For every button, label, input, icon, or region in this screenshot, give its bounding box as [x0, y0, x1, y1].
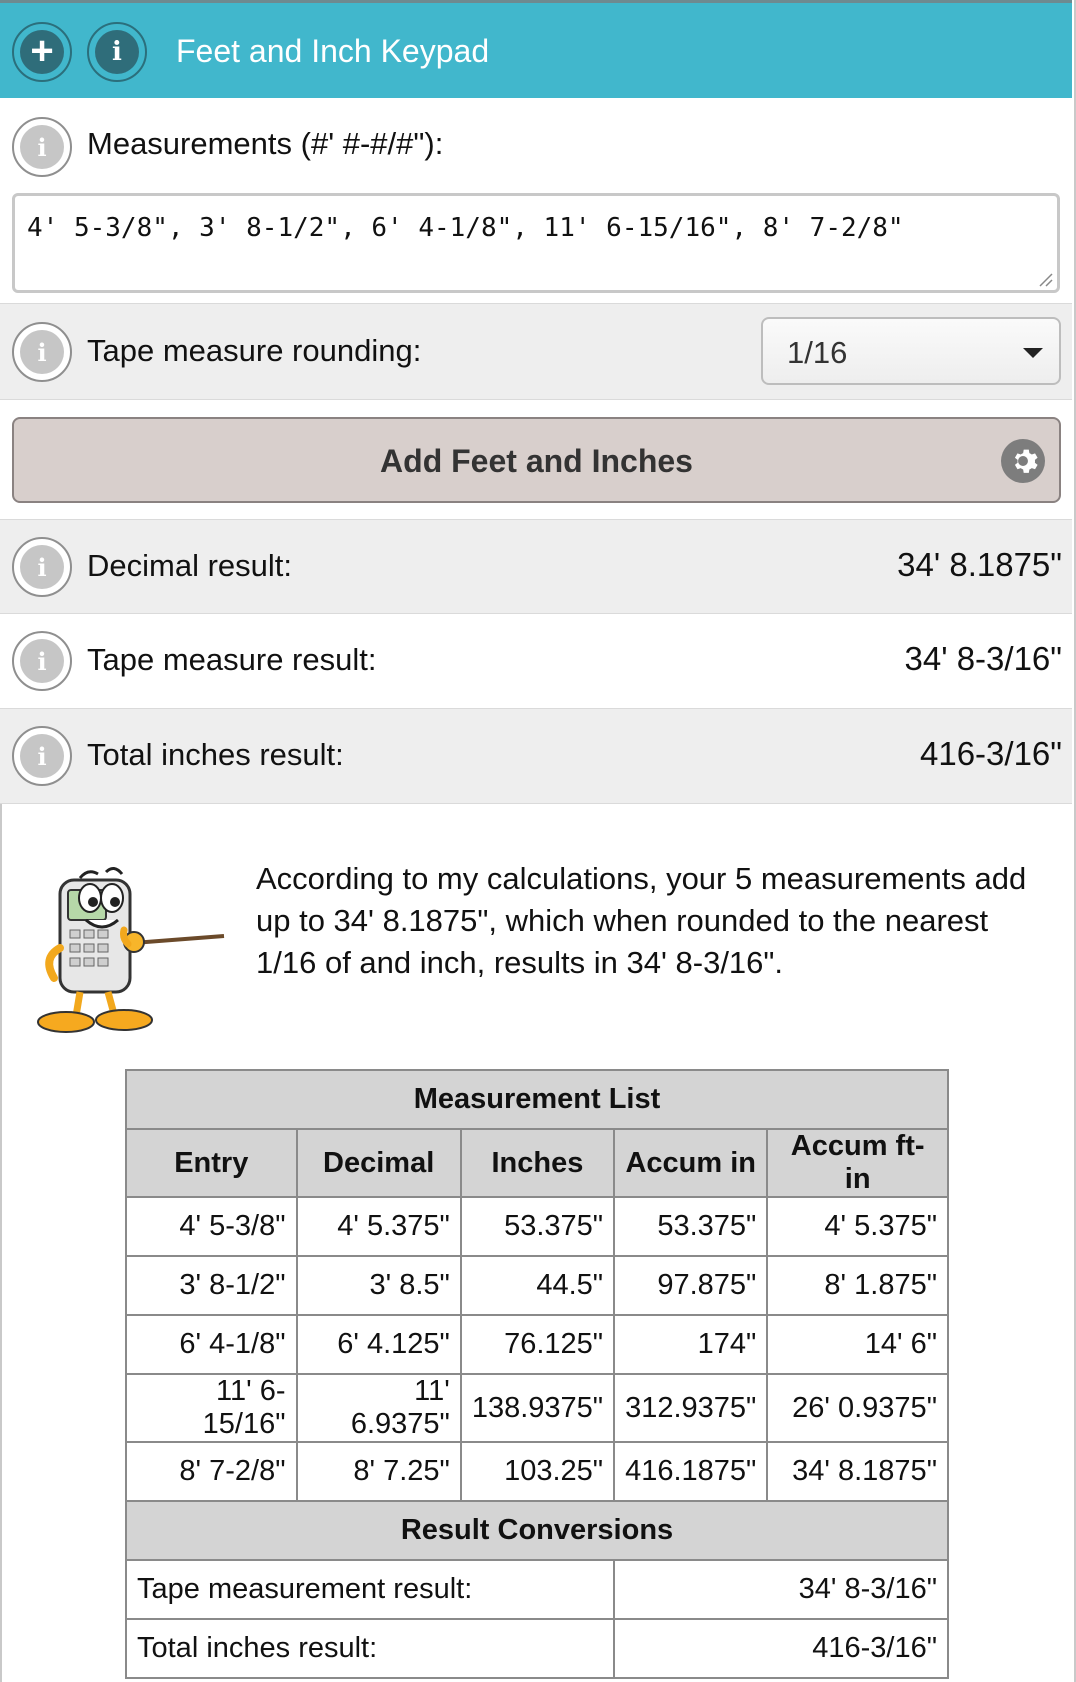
inches-info-button[interactable] [12, 726, 72, 786]
cell-entry: 11' 6-15/16" [126, 1374, 297, 1442]
cell-decimal: 4' 5.375" [297, 1197, 461, 1256]
app-header [0, 0, 1072, 98]
gear-icon[interactable] [1001, 439, 1045, 483]
decimal-result-value: 34' 8.1875" [897, 546, 1062, 583]
measurement-list-table [125, 1069, 949, 1679]
table-title: Measurement List [126, 1070, 948, 1129]
conversion-label: Tape measurement result: [126, 1560, 614, 1619]
cell-decimal: 11' 6.9375" [297, 1374, 461, 1442]
measurements-label: Measurements (#' #-#/#"): [87, 126, 444, 161]
conversion-row [126, 1560, 948, 1619]
plus-icon: + [30, 28, 54, 73]
inches-result-row [0, 709, 1072, 804]
cell-accum-ft-in: 26' 0.9375" [767, 1374, 948, 1442]
conversion-row [126, 1619, 948, 1678]
header-title: Feet and Inch Keypad [176, 33, 490, 69]
calculator-mascot-image [28, 858, 228, 1038]
chevron-down-icon [1023, 348, 1043, 358]
cell-accum-in: 416.1875" [614, 1442, 767, 1501]
decimal-result-label: Decimal result: [87, 548, 292, 583]
cell-accum-in: 53.375" [614, 1197, 767, 1256]
info-icon: i [112, 37, 122, 67]
header-decimal: Decimal [297, 1129, 461, 1197]
table-title-row [126, 1070, 948, 1129]
conversions-title-row [126, 1501, 948, 1560]
conversion-value: 34' 8-3/16" [614, 1560, 948, 1619]
cell-entry: 8' 7-2/8" [126, 1442, 297, 1501]
info-icon: i [20, 330, 64, 374]
conversion-label: Total inches result: [126, 1619, 614, 1678]
cell-inches: 53.375" [461, 1197, 614, 1256]
info-icon: i [20, 125, 64, 169]
cell-inches: 103.25" [461, 1442, 614, 1501]
info-icon: i [20, 734, 64, 778]
rounding-selected-value: 1/16 [787, 335, 848, 370]
cell-accum-ft-in: 4' 5.375" [767, 1197, 948, 1256]
header-accum-ft-in: Accum ft-in [767, 1129, 948, 1197]
measurements-input-value: 4' 5-3/8", 3' 8-1/2", 6' 4-1/8", 11' 6-15/16", 8' 7-2/8" [27, 213, 904, 243]
table-row [126, 1442, 948, 1501]
table-row [126, 1315, 948, 1374]
conversions-title: Result Conversions [126, 1501, 948, 1560]
tape-result-value: 34' 8-3/16" [904, 640, 1062, 677]
decimal-info-button[interactable] [12, 537, 72, 597]
header-entry: Entry [126, 1129, 297, 1197]
cell-decimal: 3' 8.5" [297, 1256, 461, 1315]
decimal-result-row [0, 520, 1072, 614]
explanation-text: According to my calculations, your 5 measurements add up to 34' 8.1875", which when rounded to the nearest 1/16 of and inch, results in 34' 8-3/16". [256, 861, 1027, 980]
inches-result-value: 416-3/16" [920, 735, 1062, 772]
info-icon: i [20, 545, 64, 589]
rounding-info-button[interactable] [12, 322, 72, 382]
tape-info-button[interactable] [12, 631, 72, 691]
cell-decimal: 8' 7.25" [297, 1442, 461, 1501]
add-feet-inches-button[interactable] [12, 417, 1061, 503]
tape-result-row [0, 614, 1072, 709]
cell-accum-ft-in: 8' 1.875" [767, 1256, 948, 1315]
cell-entry: 6' 4-1/8" [126, 1315, 297, 1374]
table-row [126, 1197, 948, 1256]
cell-accum-in: 312.9375" [614, 1374, 767, 1442]
tape-result-label: Tape measure result: [87, 642, 377, 677]
header-accum-in: Accum in [614, 1129, 767, 1197]
cell-entry: 4' 5-3/8" [126, 1197, 297, 1256]
measurements-input[interactable] [12, 193, 1060, 293]
conversion-value: 416-3/16" [614, 1619, 948, 1678]
add-button-label: Add Feet and Inches [380, 443, 693, 479]
cell-inches: 44.5" [461, 1256, 614, 1315]
cell-accum-in: 97.875" [614, 1256, 767, 1315]
cell-inches: 76.125" [461, 1315, 614, 1374]
table-header-row [126, 1129, 948, 1197]
cell-entry: 3' 8-1/2" [126, 1256, 297, 1315]
rounding-select[interactable] [761, 317, 1061, 385]
cell-inches: 138.9375" [461, 1374, 614, 1442]
add-calculator-button[interactable] [12, 22, 72, 82]
cell-decimal: 6' 4.125" [297, 1315, 461, 1374]
table-row [126, 1256, 948, 1315]
cell-accum-ft-in: 14' 6" [767, 1315, 948, 1374]
cell-accum-ft-in: 34' 8.1875" [767, 1442, 948, 1501]
header-inches: Inches [461, 1129, 614, 1197]
measurements-info-button[interactable] [12, 117, 72, 177]
inches-result-label: Total inches result: [87, 737, 344, 772]
info-icon: i [20, 639, 64, 683]
header-info-button[interactable] [87, 22, 147, 82]
rounding-label: Tape measure rounding: [87, 333, 422, 368]
resize-handle-icon[interactable] [1037, 271, 1053, 287]
cell-accum-in: 174" [614, 1315, 767, 1374]
table-row [126, 1374, 948, 1442]
